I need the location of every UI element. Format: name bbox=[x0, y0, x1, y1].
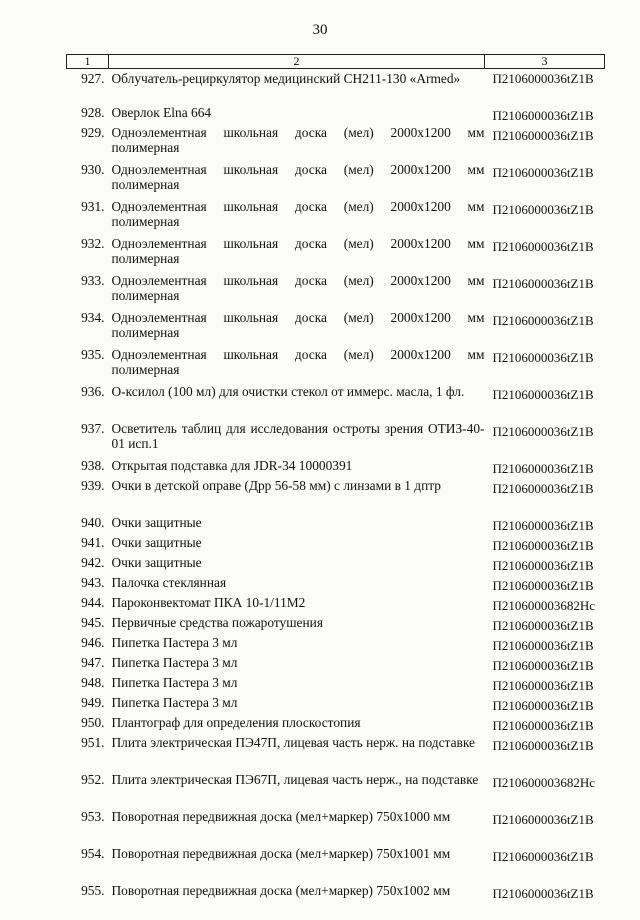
item-name: Оверлок Elna 664 bbox=[109, 105, 485, 125]
item-name: Пипетка Пастера 3 мл bbox=[109, 655, 485, 675]
item-name: Облучатель-рециркулятор медицинский СН211-130 «Armed» bbox=[109, 69, 485, 106]
table-row bbox=[67, 125, 605, 162]
table-row bbox=[67, 675, 605, 695]
page-number: 30 bbox=[0, 22, 640, 39]
row-number: 940. bbox=[67, 515, 109, 535]
item-name: Пароконвектомат ПКА 10-1/11М2 bbox=[109, 595, 485, 615]
item-name: Пипетка Пастера 3 мл bbox=[109, 635, 485, 655]
item-name: Первичные средства пожаротушения bbox=[109, 615, 485, 635]
item-code: П2106000036tZ1B bbox=[485, 236, 605, 273]
item-code: П210600003682Нс bbox=[485, 772, 605, 809]
row-number: 952. bbox=[67, 772, 109, 809]
item-code: П2106000036tZ1B bbox=[485, 69, 605, 106]
item-name: О-ксилол (100 мл) для очистки стекол от иммерс. масла, 1 фл. bbox=[109, 384, 485, 421]
table-row bbox=[67, 555, 605, 575]
table-row bbox=[67, 883, 605, 920]
item-code: П2106000036tZ1B bbox=[485, 555, 605, 575]
item-name: Осветитель таблиц для исследования остроты зрения ОТИЗ-40-01 исп.1 bbox=[109, 421, 485, 458]
item-code: П2106000036tZ1B bbox=[485, 478, 605, 515]
item-code: П2106000036tZ1B bbox=[485, 735, 605, 772]
item-code: П2106000036tZ1B bbox=[485, 846, 605, 883]
item-code: П2106000036tZ1B bbox=[485, 162, 605, 199]
item-code: П2106000036tZ1B bbox=[485, 421, 605, 458]
item-code: П2106000036tZ1B bbox=[485, 273, 605, 310]
row-number: 946. bbox=[67, 635, 109, 655]
item-name: Плита электрическая ПЭ47П, лицевая часть нерж. на подставке bbox=[109, 735, 485, 772]
table-row bbox=[67, 69, 605, 106]
table-row bbox=[67, 846, 605, 883]
row-number: 955. bbox=[67, 883, 109, 920]
table-row bbox=[67, 595, 605, 615]
row-number: 936. bbox=[67, 384, 109, 421]
table-row bbox=[67, 735, 605, 772]
table-row bbox=[67, 384, 605, 421]
item-name: Пипетка Пастера 3 мл bbox=[109, 695, 485, 715]
row-number: 953. bbox=[67, 809, 109, 846]
row-number: 930. bbox=[67, 162, 109, 199]
item-name: Очки в детской оправе (Дрр 56-58 мм) с линзами в 1 дптр bbox=[109, 478, 485, 515]
table-row bbox=[67, 105, 605, 125]
item-name: Палочка стеклянная bbox=[109, 575, 485, 595]
row-number: 949. bbox=[67, 695, 109, 715]
row-number: 945. bbox=[67, 615, 109, 635]
table-row bbox=[67, 236, 605, 273]
item-name: Одноэлементная школьная доска (мел) 2000х1200 мм полимерная bbox=[109, 199, 485, 236]
row-number: 943. bbox=[67, 575, 109, 595]
item-code: П2106000036tZ1B bbox=[485, 635, 605, 655]
row-number: 939. bbox=[67, 478, 109, 515]
row-number: 950. bbox=[67, 715, 109, 735]
table-row bbox=[67, 635, 605, 655]
item-name: Одноэлементная школьная доска (мел) 2000х1200 мм полимерная bbox=[109, 236, 485, 273]
item-name: Открытая подставка для JDR-34 10000391 bbox=[109, 458, 485, 478]
item-name: Очки защитные bbox=[109, 555, 485, 575]
row-number: 927. bbox=[67, 69, 109, 106]
item-name: Одноэлементная школьная доска (мел) 2000х1200 мм полимерная bbox=[109, 310, 485, 347]
row-number: 937. bbox=[67, 421, 109, 458]
item-code: П2106000036tZ1B bbox=[485, 655, 605, 675]
item-name: Одноэлементная школьная доска (мел) 2000х1200 мм полимерная bbox=[109, 125, 485, 162]
table-row bbox=[67, 615, 605, 635]
table-row bbox=[67, 421, 605, 458]
row-number: 935. bbox=[67, 347, 109, 384]
table-row bbox=[67, 310, 605, 347]
row-number: 947. bbox=[67, 655, 109, 675]
item-code: П2106000036tZ1B bbox=[485, 675, 605, 695]
row-number: 929. bbox=[67, 125, 109, 162]
item-code: П2106000036tZ1B bbox=[485, 105, 605, 125]
row-number: 933. bbox=[67, 273, 109, 310]
item-name: Поворотная передвижная доска (мел+маркер) 750х1000 мм bbox=[109, 809, 485, 846]
row-number: 932. bbox=[67, 236, 109, 273]
item-code: П2106000036tZ1B bbox=[485, 515, 605, 535]
item-code: П2106000036tZ1B bbox=[485, 809, 605, 846]
item-code: П2106000036tZ1B bbox=[485, 695, 605, 715]
item-code: П2106000036tZ1B bbox=[485, 458, 605, 478]
item-name: Плита электрическая ПЭ67П, лицевая часть нерж., на подставке bbox=[109, 772, 485, 809]
table-row bbox=[67, 655, 605, 675]
item-name: Одноэлементная школьная доска (мел) 2000х1200 мм полимерная bbox=[109, 162, 485, 199]
item-name: Пипетка Пастера 3 мл bbox=[109, 675, 485, 695]
table-row bbox=[67, 458, 605, 478]
table-row bbox=[67, 162, 605, 199]
item-name: Очки защитные bbox=[109, 515, 485, 535]
item-code: П210600003682Нс bbox=[485, 595, 605, 615]
row-number: 954. bbox=[67, 846, 109, 883]
item-code: П2106000036tZ1B bbox=[485, 535, 605, 555]
item-name: Поворотная передвижная доска (мел+маркер) 750х1002 мм bbox=[109, 883, 485, 920]
table-row bbox=[67, 535, 605, 555]
table-row bbox=[67, 809, 605, 846]
table-row bbox=[67, 575, 605, 595]
item-name: Поворотная передвижная доска (мел+маркер) 750х1001 мм bbox=[109, 846, 485, 883]
row-number: 944. bbox=[67, 595, 109, 615]
item-code: П2106000036tZ1B bbox=[485, 715, 605, 735]
row-number: 931. bbox=[67, 199, 109, 236]
table-row bbox=[67, 273, 605, 310]
table-row bbox=[67, 199, 605, 236]
table-row bbox=[67, 515, 605, 535]
table-header-row bbox=[67, 55, 605, 69]
item-name: Плантограф для определения плоскостопия bbox=[109, 715, 485, 735]
row-number: 941. bbox=[67, 535, 109, 555]
column-header-code: 3 bbox=[485, 55, 605, 69]
item-code: П2106000036tZ1B bbox=[485, 199, 605, 236]
row-number: 928. bbox=[67, 105, 109, 125]
item-code: П2106000036tZ1B bbox=[485, 615, 605, 635]
row-number: 948. bbox=[67, 675, 109, 695]
row-number: 951. bbox=[67, 735, 109, 772]
column-header-name: 2 bbox=[109, 55, 485, 69]
table-row bbox=[67, 772, 605, 809]
items-table bbox=[66, 54, 605, 920]
item-name: Одноэлементная школьная доска (мел) 2000х1200 мм полимерная bbox=[109, 347, 485, 384]
item-code: П2106000036tZ1B bbox=[485, 347, 605, 384]
item-name: Очки защитные bbox=[109, 535, 485, 555]
row-number: 938. bbox=[67, 458, 109, 478]
item-code: П2106000036tZ1B bbox=[485, 575, 605, 595]
row-number: 942. bbox=[67, 555, 109, 575]
table-body bbox=[67, 69, 605, 920]
table-row bbox=[67, 478, 605, 515]
item-code: П2106000036tZ1B bbox=[485, 384, 605, 421]
item-name: Одноэлементная школьная доска (мел) 2000х1200 мм полимерная bbox=[109, 273, 485, 310]
item-code: П2106000036tZ1B bbox=[485, 125, 605, 162]
table-row bbox=[67, 695, 605, 715]
row-number: 934. bbox=[67, 310, 109, 347]
column-header-number: 1 bbox=[67, 55, 109, 69]
table-row bbox=[67, 715, 605, 735]
item-code: П2106000036tZ1B bbox=[485, 310, 605, 347]
item-code: П2106000036tZ1B bbox=[485, 883, 605, 920]
table-row bbox=[67, 347, 605, 384]
